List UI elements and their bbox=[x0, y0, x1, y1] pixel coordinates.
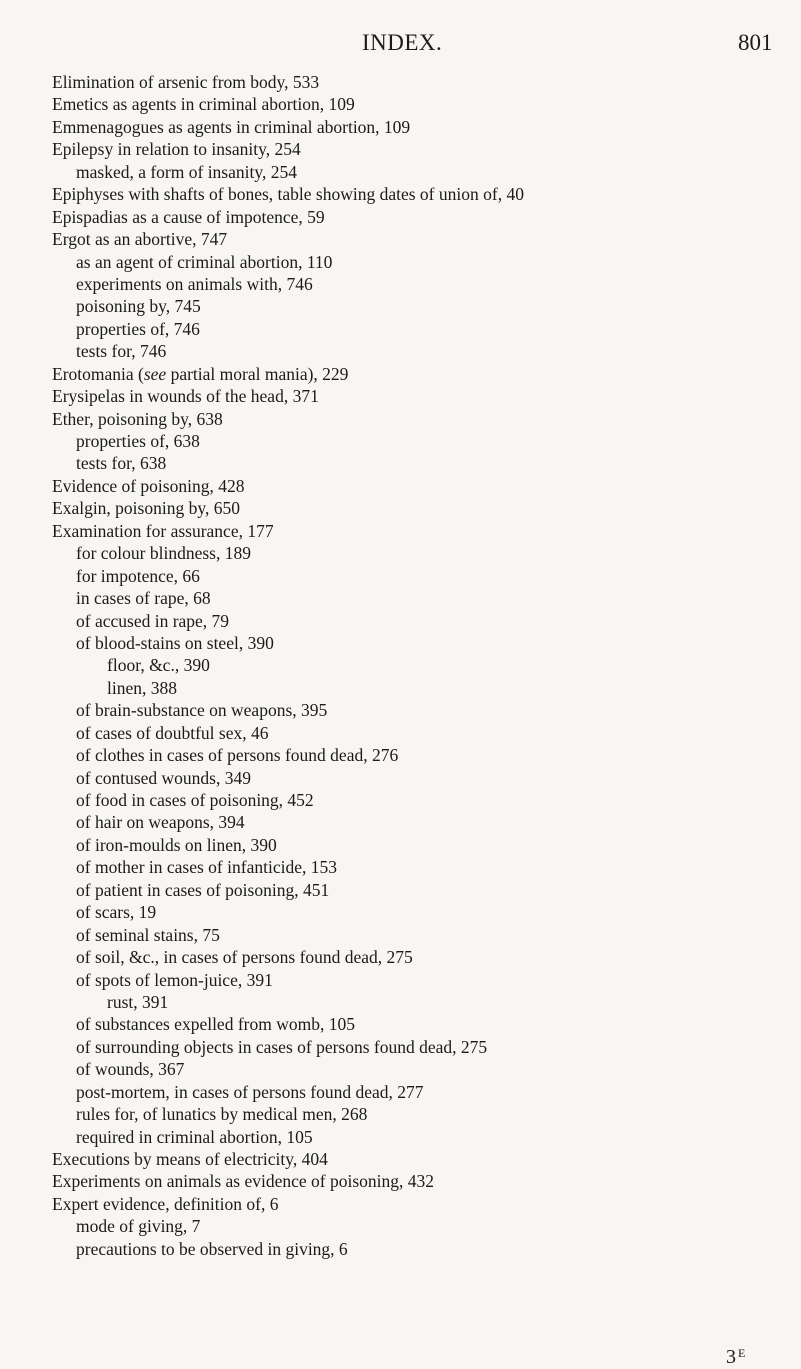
index-entry: Expert evidence, definition of, 6 bbox=[52, 1193, 279, 1214]
index-entry: Emmenagogues as agents in criminal abortion, 109 bbox=[52, 116, 411, 137]
index-subentry: floor, &c., 390 bbox=[107, 655, 210, 676]
index-entry: Erotomania (see partial moral mania), 229 bbox=[52, 363, 349, 384]
index-subentry: of contused wounds, 349 bbox=[76, 767, 251, 788]
page-number: 801 bbox=[738, 30, 773, 55]
signature-number: 3 bbox=[726, 1346, 736, 1368]
index-entry: Ether, poisoning by, 638 bbox=[52, 408, 223, 429]
index-subentry: tests for, 638 bbox=[76, 453, 167, 474]
index-entry: Evidence of poisoning, 428 bbox=[52, 475, 245, 496]
index-subentry: of hair on weapons, 394 bbox=[76, 812, 245, 833]
index-subentry: required in criminal abortion, 105 bbox=[76, 1126, 313, 1147]
index-subentry: of patient in cases of poisoning, 451 bbox=[76, 879, 330, 900]
index-subentry: of surrounding objects in cases of persons found dead, 275 bbox=[76, 1036, 488, 1057]
index-subentry: of brain-substance on weapons, 395 bbox=[76, 700, 328, 721]
index-subentry: of clothes in cases of persons found dead, 276 bbox=[76, 745, 399, 766]
index-entry: Examination for assurance, 177 bbox=[52, 520, 274, 541]
index-subentry: of seminal stains, 75 bbox=[76, 924, 220, 945]
index-subentry: properties of, 746 bbox=[76, 318, 200, 339]
index-subentry: mode of giving, 7 bbox=[76, 1216, 201, 1237]
index-subentry: in cases of rape, 68 bbox=[76, 588, 211, 609]
index-subentry: rust, 391 bbox=[107, 991, 169, 1012]
index-entry: Exalgin, poisoning by, 650 bbox=[52, 498, 240, 519]
page-title: INDEX. bbox=[362, 30, 443, 55]
index-subentry: of cases of doubtful sex, 46 bbox=[76, 722, 269, 743]
index-subentry: poisoning by, 745 bbox=[76, 296, 201, 317]
index-subentry: of wounds, 367 bbox=[76, 1059, 185, 1080]
index-subentry: of blood-stains on steel, 390 bbox=[76, 632, 274, 653]
index-subentry: precautions to be observed in giving, 6 bbox=[76, 1238, 348, 1259]
signature-letter: E bbox=[738, 1346, 746, 1360]
index-entry: Emetics as agents in criminal abortion, 109 bbox=[52, 94, 355, 115]
index-subentry: rules for, of lunatics by medical men, 268 bbox=[76, 1104, 368, 1125]
index-entry: Ergot as an abortive, 747 bbox=[52, 229, 228, 250]
index-entry: Executions by means of electricity, 404 bbox=[52, 1149, 328, 1169]
index-subentry: as an agent of criminal abortion, 110 bbox=[76, 251, 333, 272]
index-subentry: properties of, 638 bbox=[76, 431, 200, 451]
index-subentry: of substances expelled from womb, 105 bbox=[76, 1014, 355, 1035]
index-subentry: of soil, &c., in cases of persons found dead, 275 bbox=[76, 947, 413, 968]
index-subentry: of iron-moulds on linen, 390 bbox=[76, 834, 277, 855]
running-header bbox=[0, 30, 801, 60]
index-entry: Erysipelas in wounds of the head, 371 bbox=[52, 386, 319, 407]
index-subentry: for impotence, 66 bbox=[76, 565, 200, 586]
index-subentry: of mother in cases of infanticide, 153 bbox=[76, 857, 337, 878]
index-entry: Experiments on animals as evidence of poisoning, 432 bbox=[52, 1171, 435, 1192]
index-subentry: tests for, 746 bbox=[76, 341, 167, 362]
index-subentry: of scars, 19 bbox=[76, 902, 157, 923]
index-entry: Epispadias as a cause of impotence, 59 bbox=[52, 206, 325, 227]
signature-mark bbox=[726, 1346, 745, 1369]
index-subentry: post-mortem, in cases of persons found dead, 277 bbox=[76, 1081, 424, 1102]
index-subentry: for colour blindness, 189 bbox=[76, 543, 251, 564]
index-entry: Epiphyses with shafts of bones, table showing dates of union of, 40 bbox=[52, 184, 524, 205]
index-subentry: experiments on animals with, 746 bbox=[76, 273, 313, 294]
index-subentry: of spots of lemon-juice, 391 bbox=[76, 969, 273, 990]
index-subentry: masked, a form of insanity, 254 bbox=[76, 161, 297, 182]
index-subentry: linen, 388 bbox=[107, 677, 177, 698]
index-subentry: of food in cases of poisoning, 452 bbox=[76, 790, 314, 810]
index-entry: Elimination of arsenic from body, 533 bbox=[52, 72, 320, 92]
index-entries bbox=[52, 71, 792, 1260]
index-entry: Epilepsy in relation to insanity, 254 bbox=[52, 139, 301, 160]
index-subentry: of accused in rape, 79 bbox=[76, 610, 230, 631]
